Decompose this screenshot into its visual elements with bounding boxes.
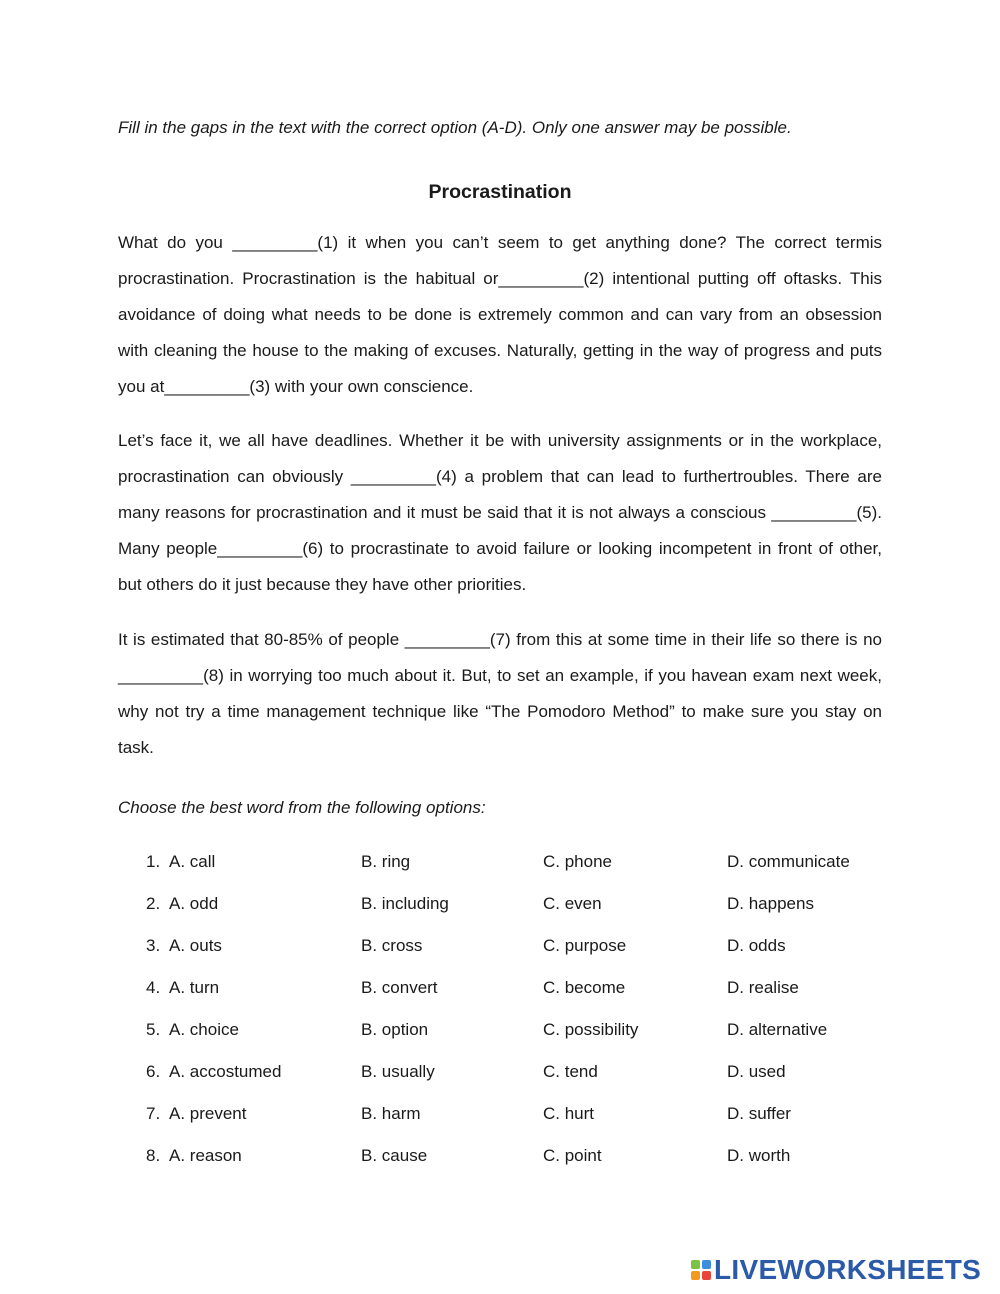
- option-b: B. including: [361, 894, 449, 913]
- liveworksheets-logo[interactable]: [691, 1255, 981, 1285]
- option-a: A. choice: [169, 1020, 239, 1039]
- option-row-2: [146, 883, 886, 925]
- option-d: D. odds: [727, 936, 786, 955]
- text-segment: What do you: [118, 233, 233, 252]
- gap-7-input[interactable]: _________: [404, 630, 490, 649]
- option-b: B. convert: [361, 978, 438, 997]
- text-segment: (8) in worrying too much about it. But, to set an example, if you havean exam next week, why not try a time management technique like “The Pomodoro Method” to make sure you stay on task.: [118, 666, 882, 757]
- option-a: A. reason: [169, 1146, 242, 1165]
- option-number: 6.: [146, 1062, 161, 1081]
- option-c: C. point: [543, 1146, 602, 1165]
- option-d: D. realise: [727, 978, 799, 997]
- logo-square-green: [691, 1260, 700, 1269]
- option-b: B. option: [361, 1020, 429, 1039]
- paragraph-1: [118, 225, 882, 405]
- option-d: D. suffer: [727, 1104, 791, 1123]
- option-b: B. usually: [361, 1062, 435, 1081]
- options-list: [146, 841, 886, 1177]
- gap-3-input[interactable]: _________: [164, 377, 250, 396]
- option-b: B. ring: [361, 852, 411, 871]
- text-segment: Let’s face it, we all have deadlines. Whether it be with university assignments or in the workplace, procrastination can obviously: [118, 431, 882, 486]
- logo-square-orange: [691, 1271, 700, 1280]
- option-c: C. possibility: [543, 1020, 639, 1039]
- paragraph-2: [118, 423, 882, 603]
- option-a: A. accostumed: [169, 1062, 282, 1081]
- text-segment: It is estimated that 80-85% of people: [118, 630, 405, 649]
- gap-1-input[interactable]: _________: [232, 233, 318, 252]
- text-segment: (6) to procrastinate to avoid failure or looking incompetent in front of other, but others do it just because they have other priorities.: [118, 539, 882, 594]
- option-c: C. even: [543, 894, 602, 913]
- option-a: A. odd: [169, 894, 219, 913]
- options-heading: Choose the best word from the following options:: [118, 798, 486, 817]
- gap-5-input[interactable]: _________: [771, 503, 857, 522]
- option-c: C. hurt: [543, 1104, 595, 1123]
- text-segment: (4) a problem that can lead to furthertroubles. There are many reasons for procrastination and it must be said that it is not always a conscious: [118, 467, 882, 522]
- text-segment: (7) from this at some time in their life so there is no: [489, 630, 882, 649]
- option-b: B. cross: [361, 936, 423, 955]
- option-row-3: [146, 925, 886, 967]
- option-d: D. used: [727, 1062, 786, 1081]
- paragraph-3: [118, 622, 882, 766]
- option-c: C. become: [543, 978, 626, 997]
- option-d: D. worth: [727, 1146, 791, 1165]
- option-b: B. harm: [361, 1104, 421, 1123]
- option-c: C. phone: [543, 852, 612, 871]
- text-segment: (5). Many people: [118, 503, 882, 558]
- option-a: A. outs: [169, 936, 222, 955]
- option-number: 3.: [146, 936, 161, 955]
- option-b: B. cause: [361, 1146, 428, 1165]
- liveworksheets-logo-icon: [691, 1260, 711, 1280]
- gap-6-input[interactable]: _________: [217, 539, 303, 558]
- logo-square-blue: [702, 1260, 711, 1269]
- option-d: D. alternative: [727, 1020, 828, 1039]
- option-number: 1.: [146, 852, 161, 871]
- option-number: 4.: [146, 978, 161, 997]
- option-row-6: [146, 1051, 886, 1093]
- logo-text: LIVEWORKSHEETS: [714, 1254, 982, 1285]
- option-number: 7.: [146, 1104, 161, 1123]
- option-row-7: [146, 1093, 886, 1135]
- instructions: Fill in the gaps in the text with the correct option (A-D). Only one answer may be possible.: [118, 118, 792, 137]
- option-number: 8.: [146, 1146, 161, 1165]
- gap-4-input[interactable]: _________: [350, 467, 436, 486]
- gap-8-input[interactable]: _________: [118, 666, 204, 685]
- text-segment: (2) intentional putting off oftasks. This avoidance of doing what needs to be done is extremely common and can vary from an obsession with cleaning the house to the making of excuses. Naturally, getting in the way of progress and puts you at: [118, 269, 883, 396]
- gap-2-input[interactable]: _________: [498, 269, 584, 288]
- option-number: 5.: [146, 1020, 161, 1039]
- option-d: D. happens: [727, 894, 814, 913]
- option-a: A. prevent: [169, 1104, 247, 1123]
- option-row-4: [146, 967, 886, 1009]
- option-d: D. communicate: [727, 852, 850, 871]
- text-segment: (1) it when you can’t seem to get anything done? The correct termis procrastination. Procrastination is the habitual or: [118, 233, 883, 288]
- option-row-8: [146, 1135, 886, 1177]
- page-title: Procrastination: [428, 181, 572, 203]
- option-c: C. purpose: [543, 936, 627, 955]
- option-a: A. call: [169, 852, 216, 871]
- option-c: C. tend: [543, 1062, 598, 1081]
- option-number: 2.: [146, 894, 161, 913]
- option-a: A. turn: [169, 978, 220, 997]
- option-row-5: [146, 1009, 886, 1051]
- logo-square-red: [702, 1271, 711, 1280]
- text-segment: (3) with your own conscience.: [249, 377, 474, 396]
- option-row-1: [146, 841, 886, 883]
